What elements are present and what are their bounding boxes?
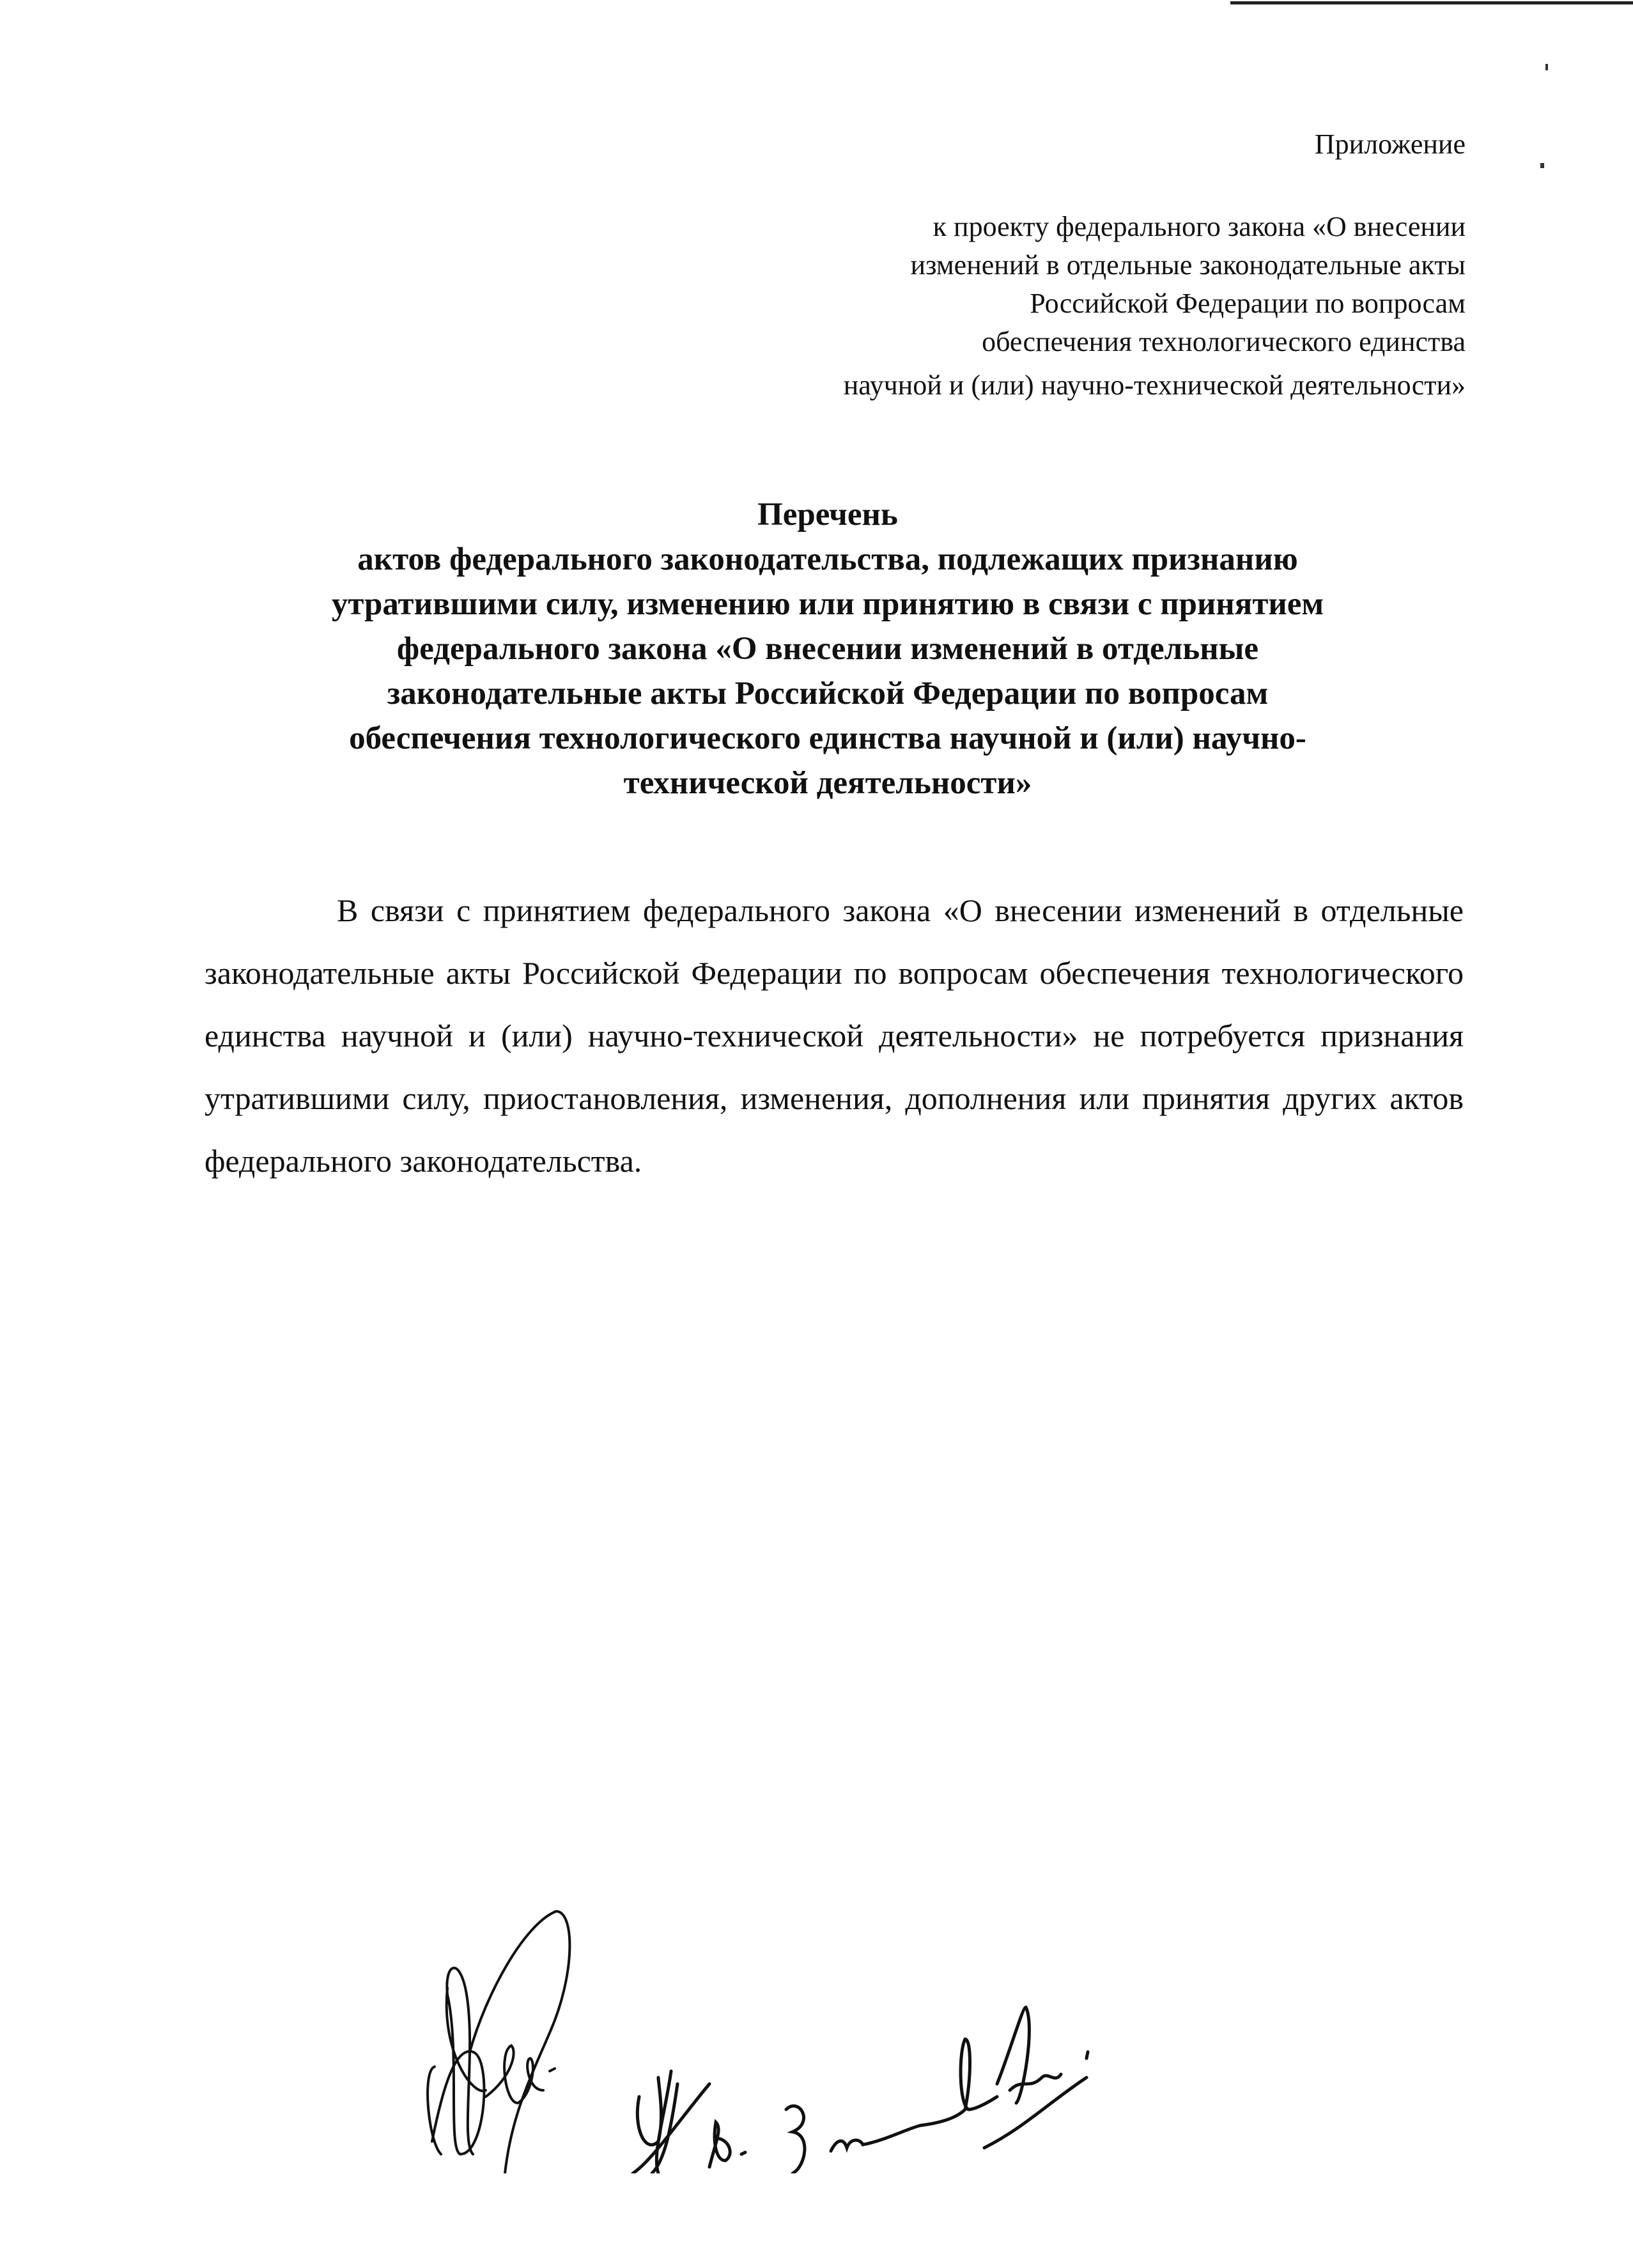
signature-4 xyxy=(920,2007,1088,2148)
subtitle-line: Российской Федерации по вопросам xyxy=(1030,288,1466,319)
document-title xyxy=(192,492,1464,805)
scan-speck xyxy=(1540,163,1544,168)
scan-edge-line xyxy=(1230,1,1633,4)
scan-speck xyxy=(1545,64,1548,70)
subtitle-line: обеспечения технологического единства xyxy=(982,326,1466,357)
title-line: технической деятельности» xyxy=(623,765,1032,801)
subtitle-line: к проекту федерального закона «О внесении xyxy=(933,211,1466,242)
appendix-label: Приложение xyxy=(1314,128,1466,160)
signature-2 xyxy=(633,2071,709,2173)
subtitle-line: научной и (или) научно-технической деятельности» xyxy=(843,369,1466,401)
title-line: актов федерального законодательства, подлежащих признанию xyxy=(357,541,1298,577)
body-paragraph: В связи с принятием федерального закона «О внесении изменений в отдельные законодательные акты Российской Федерации по вопросам обеспечения технологического единства научной и (или) научно-технической деятельности» не потребуется признания утратившими силу, приостановления, изменения, дополнения или принятия других актов федерального законодательства. xyxy=(205,892,1464,1179)
subtitle-line: изменений в отдельные законодательные акты xyxy=(910,249,1466,281)
signature-3 xyxy=(709,2106,920,2173)
title-line: законодательные акты Российской Федерации по вопросам xyxy=(387,676,1269,711)
title-line: федерального закона «О внесении изменений в отдельные xyxy=(396,631,1259,667)
title-line: утратившими силу, изменению или принятию в связи с принятием xyxy=(331,586,1324,622)
title-line: Перечень xyxy=(757,497,898,532)
signatures-area xyxy=(0,1886,1633,2173)
title-line: обеспечения технологического единства научной и (или) научно- xyxy=(349,720,1306,756)
signature-1 xyxy=(428,1911,569,2173)
appendix-subtitle xyxy=(844,208,1466,405)
